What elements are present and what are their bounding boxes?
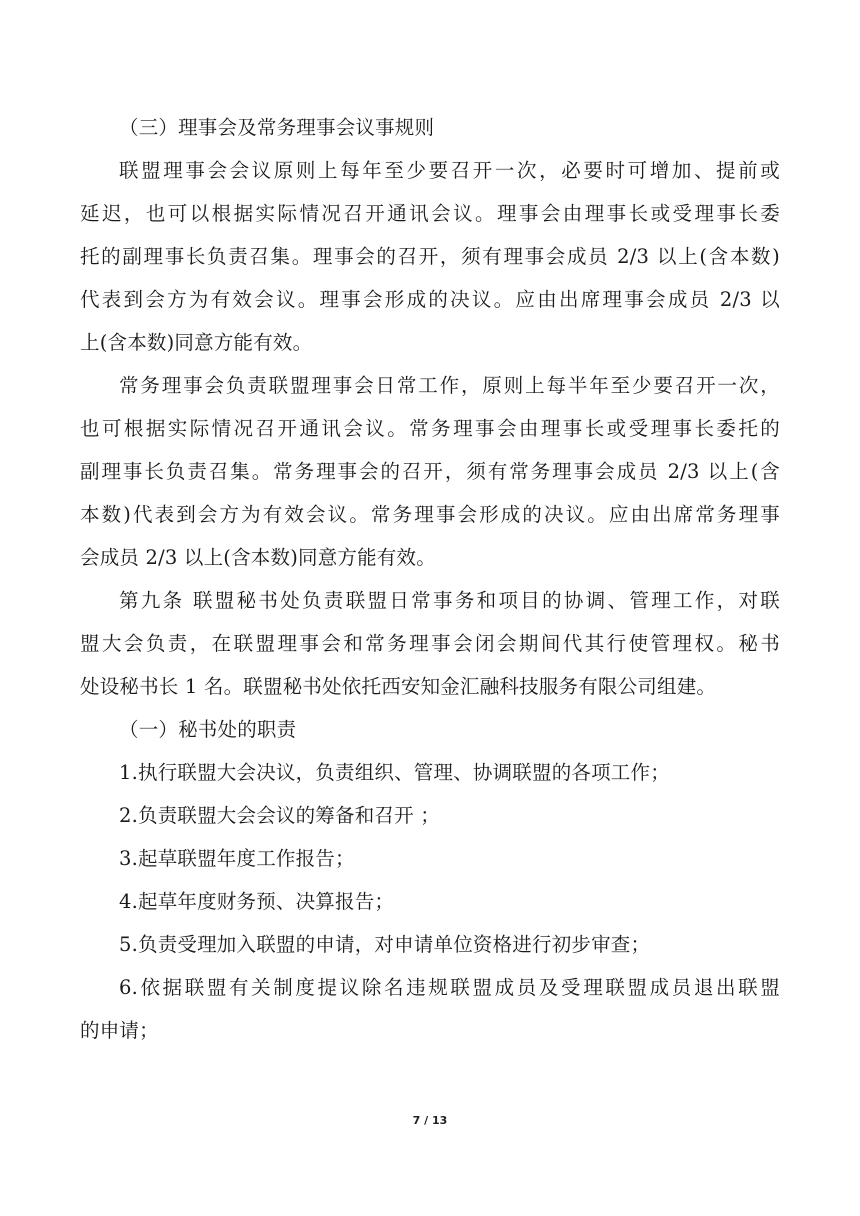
section-heading-rules: （三）理事会及常务理事会议事规则: [119, 116, 435, 139]
list-item: 2.负责联盟大会会议的筹备和召开 ；: [119, 804, 440, 827]
paragraph-line: 会成员 2/3 以上(含本数)同意方能有效。: [80, 546, 436, 569]
list-item: 6.依据联盟有关制度提议除名违规联盟成员及受理联盟成员退出联盟: [119, 976, 780, 999]
paragraph-line: 也可根据实际情况召开通讯会议。常务理事会由理事长或受理事长委托的: [80, 417, 780, 440]
paragraph-line: 本数)代表到会方为有效会议。常务理事会形成的决议。应由出席常务理事: [80, 503, 780, 526]
list-item: 5.负责受理加入联盟的申请，对申请单位资格进行初步审查；: [119, 933, 651, 956]
paragraph-line: 联盟理事会会议原则上每年至少要召开一次，必要时可增加、提前或: [119, 159, 780, 182]
list-item: 1.执行联盟大会决议，负责组织、管理、协调联盟的各项工作；: [119, 761, 670, 784]
paragraph-line: 盟大会负责，在联盟理事会和常务理事会闭会期间代其行使管理权。秘书: [80, 632, 780, 655]
article-nine-line: 第九条 联盟秘书处负责联盟日常事务和项目的协调、管理工作，对联: [119, 589, 780, 612]
page-number: 7 / 13: [412, 1114, 448, 1127]
paragraph-line: 常务理事会负责联盟理事会日常工作，原则上每半年至少要召开一次，: [119, 374, 780, 397]
document-body: [80, 106, 780, 1052]
paragraph-line: 托的副理事长负责召集。理事会的召开，须有理事会成员 2/3 以上(含本数): [80, 245, 780, 268]
list-item: 4.起草年度财务预、决算报告；: [119, 890, 395, 913]
list-item-continuation: 的申请；: [80, 1019, 159, 1042]
paragraph-line: 副理事长负责召集。常务理事会的召开，须有常务理事会成员 2/3 以上(含: [80, 460, 780, 483]
paragraph-line: 上(含本数)同意方能有效。: [80, 331, 313, 354]
paragraph-line: 代表到会方为有效会议。理事会形成的决议。应由出席理事会成员 2/3 以: [80, 288, 780, 311]
list-item: 3.起草联盟年度工作报告；: [119, 847, 355, 870]
section-heading-duties: （一）秘书处的职责: [119, 718, 297, 741]
paragraph-line: 处设秘书长 1 名。联盟秘书处依托西安知金汇融科技服务有限公司组建。: [80, 675, 717, 698]
paragraph-line: 延迟，也可以根据实际情况召开通讯会议。理事会由理事长或受理事长委: [80, 202, 780, 225]
